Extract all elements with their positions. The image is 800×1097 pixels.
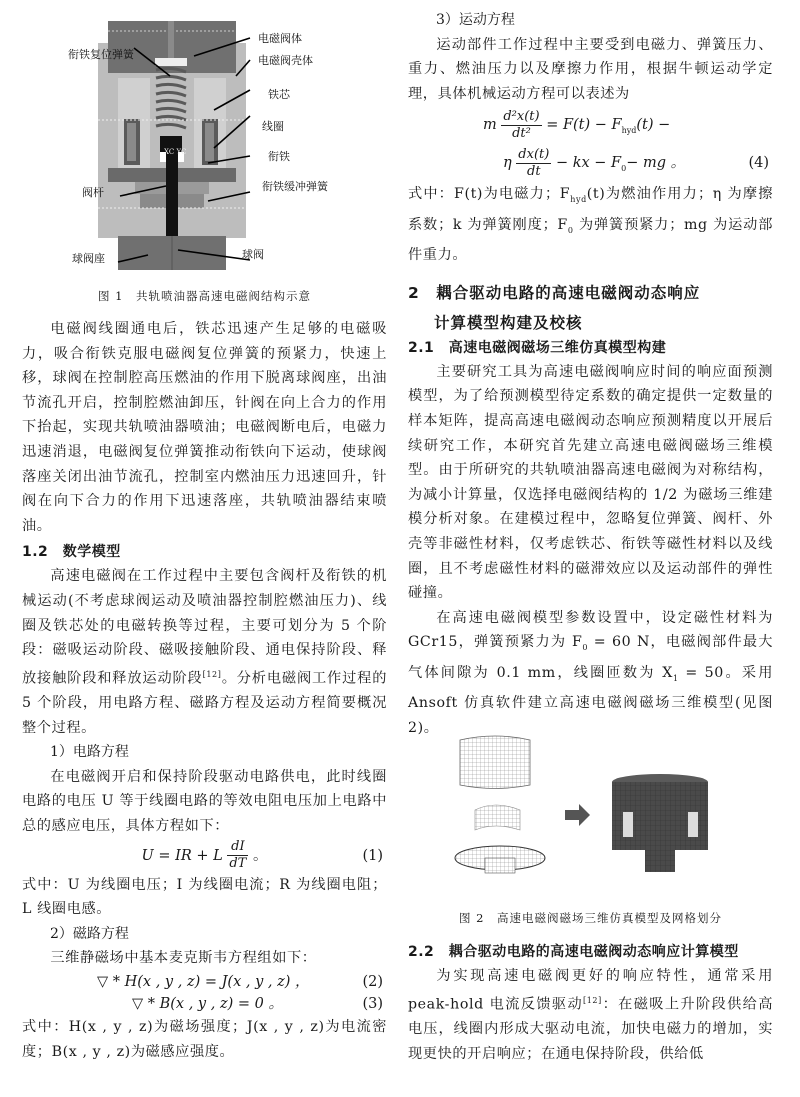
para-text: 在高速电磁阀模型参数设置中，设定磁性材料为 GCr15，弹簧预紧力为 F (408, 609, 773, 651)
label-valve-stem: 阀杆 (82, 186, 104, 199)
label-buffer-spring: 衔铁缓冲弹簧 (262, 180, 328, 193)
eq4-numerator-2: dx(t) (518, 146, 550, 162)
paragraph-3d-model: 主要研究工具为高速电磁阀响应时间的响应面预测模型，为了给预测模型待定系数的确定提供一定数量的样本矩阵，提高高速电磁阀动态响应预测精度以开展后续研究工作，本研究首先建立高速电磁阀磁场三维模型。由于所研究的共轨喷油器高速电磁阀为对称结构，为减小计算量，仅选择电磁阀结构的 1/2 为磁场三维建模分析对象。在建模过程中，忽略复位弹簧、阀杆、外壳等非磁性材料，仅考虑铁芯、衔铁等磁性材料以及线圈，且不考虑磁性材料的磁滞效应以及运动部件的弹性碰撞。 (408, 363, 773, 602)
subheading-motion-equation: 3）运动方程 (436, 12, 515, 28)
para-text: 高速电磁阀在工作过程中主要包含阀杆及衔铁的机械运动(不考虑球阀运动及喷油器控制腔燃油压力)、线圈及铁芯处的电磁转换等过程，主要可划分为 5 个阶段：磁吸运动阶段、磁吸接触阶段、通电保持阶段、释放接触阶段和释放运动阶段 (22, 568, 387, 687)
equation-number: (1) (362, 847, 383, 864)
label-iron-core: 铁芯 (268, 88, 290, 101)
equation-4-line2 (408, 144, 773, 182)
eq1-numerator: dI (227, 839, 248, 856)
paragraph-motion-variables (408, 182, 773, 267)
subheading-magnetic-equation: 2）磁路方程 (50, 925, 129, 942)
eq3-text: ▽ * B(x , y , z) = 0 。 (132, 995, 283, 1012)
eq1-denominator: dT (229, 856, 247, 872)
paragraph-motion: 运动部件工作过程中主要受到电磁力、弹簧压力、重力、燃油压力以及摩擦力作用，根据牛顿运动学定理，具体机械运动方程可以表述为 (408, 36, 773, 102)
paragraph-peak-hold (408, 964, 773, 1066)
para-text: 为实现高速电磁阀更好的响应特性，通常采用 peak-hold 电流反馈驱动 (408, 968, 773, 1013)
citation-ref: [12] (583, 995, 602, 1005)
eq4-eta: η (503, 155, 512, 172)
label-axis-marks: XC YC (164, 148, 187, 156)
equation-1 (22, 839, 387, 873)
eq1-fraction (227, 839, 248, 872)
coil-mesh (475, 805, 520, 830)
subscript: hyd (570, 195, 587, 205)
subscript: 1 (673, 673, 679, 683)
equation-3 (22, 993, 387, 1015)
armature-mesh (455, 846, 545, 873)
para-text: (t)为燃油作用力；η 为摩擦系数；k 为弹簧刚度；F (408, 186, 773, 233)
iron-core-mesh (460, 736, 530, 789)
eq2-text: ▽ * H(x , y , z) = J(x , y , z) ， (97, 973, 310, 990)
paragraph-model-params (408, 606, 773, 741)
equation-number: (3) (362, 995, 383, 1012)
eq4-rhs-2: − kx − F (555, 155, 622, 172)
citation-ref: [12] (202, 669, 222, 679)
para-text: 式中：F(t)为电磁力；F (408, 186, 571, 203)
paragraph-circuit: 在电磁阀开启和保持阶段驱动电路供电，此时线圈电路的电压 U 等于线圈电路的等效电阻电压加上电路中总的感应电压，具体方程如下： (22, 768, 387, 835)
figure-2-caption: 图 2 高速电磁阀磁场三维仿真模型及网格划分 (459, 911, 722, 925)
equation-4-line1 (408, 106, 773, 144)
equation-2 (22, 971, 387, 993)
eq4-fraction-2 (516, 147, 551, 180)
subscript: 0 (567, 225, 574, 235)
arrow-right-icon (565, 804, 590, 826)
eq1-tail: 。 (252, 847, 268, 864)
eq4-subscript-hyd: hyd (621, 126, 637, 136)
eq4-numerator-1: d²x(t) (503, 108, 540, 124)
coil-window-left (623, 812, 633, 837)
label-coil: 线圈 (262, 120, 284, 133)
equation-number: (2) (362, 973, 383, 990)
para-text: ：在磁吸上升阶段供给高电压，线圈内形成大驱动电流，加快电磁力的增加，实现更快的开启响应；在通电保持阶段，供给低 (408, 996, 773, 1062)
para-text: 为弹簧预紧力；mg 为运动部件重力。 (408, 216, 773, 264)
para-text: 。分析电磁阀工作过程的 5 个阶段，用电路方程、磁路方程及运动方程简要概况整个过程。 (22, 670, 387, 736)
paragraph-circuit-variables: 式中：U 为线圈电压；I 为线圈电流；R 为线圈电阻；L 线圈电感。 (22, 876, 387, 918)
eq4-rhs-1: = F(t) − F (546, 117, 622, 134)
subscript: 0 (582, 643, 589, 653)
section-heading-2-line2: 计算模型构建及校核 (434, 313, 583, 332)
eq4-rhs-1b: (t) − (636, 117, 671, 134)
coil-window-right (688, 812, 698, 837)
label-ball-seat: 球阀座 (72, 252, 105, 265)
label-armature: 衔铁 (268, 150, 290, 163)
section-heading-2-line1: 2 耦合驱动电路的高速电磁阀动态响应 (408, 283, 701, 302)
label-ball-valve: 球阀 (242, 248, 264, 261)
paragraph-maxwell: 三维静磁场中基本麦克斯韦方程组如下： (50, 950, 317, 967)
assembled-model-mesh (612, 774, 708, 872)
eq1-lhs: U = IR + L (141, 847, 223, 864)
eq4-denominator-1: dt² (512, 125, 531, 141)
spring-cap (155, 58, 187, 66)
eq4-subscript-0: 0 (621, 164, 627, 174)
paragraph-math-model (22, 564, 387, 740)
eq4-fraction-1 (501, 109, 541, 142)
subheading-circuit-equation: 1）电路方程 (50, 744, 129, 761)
paragraph-solenoid-operation: 电磁阀线圈通电后，铁芯迅速产生足够的电磁吸力，吸合衔铁克服电磁阀复位弹簧的预紧力，快速上移，球阀在控制腔高压燃油的作用下脱离球阀座，出油节流孔开启，控制腔燃油卸压，针阀在向上合力的作用下抬起，实现共轨喷油器喷油；电磁阀断电后，电磁力迅速消退，电磁阀复位弹簧推动衔铁向下运动，使球阀落座关闭出油节流孔，控制室内燃油压力迅速回升，针阀在向下合力的作用下迅速落座，共轨喷油器结束喷油。 (22, 321, 387, 534)
eq4-rhs-2b: − mg 。 (626, 155, 686, 172)
section-heading-2-2: 2.2 耦合驱动电路的高速电磁阀动态响应计算模型 (408, 944, 739, 960)
para-text: = 60 N，电磁阀部件最大气体间隙为 0.1 mm，线圈匝数为 X (408, 634, 773, 681)
figure-2-mesh-model (440, 730, 740, 880)
section-heading-2-1: 2.1 高速电磁阀磁场三维仿真模型构建 (408, 339, 667, 356)
eq4-mass: m (483, 117, 497, 134)
eq4-denominator-2: dt (527, 163, 541, 179)
label-reset-spring: 衔铁复位弹簧 (68, 48, 134, 61)
figure-1-caption: 图 1 共轨喷油器高速电磁阀结构示意 (98, 289, 311, 303)
label-valve-shell: 电磁阀壳体 (258, 54, 313, 67)
para-text: = 50。采用 Ansoft 仿真软件建立高速电磁阀磁场三维模型(见图 2)。 (408, 664, 773, 736)
label-valve-body: 电磁阀体 (258, 32, 302, 45)
paragraph-magnetic-variables: 式中：H(x , y , z)为磁场强度；J(x , y , z)为电流密度；B(x , y , z)为磁感应强度。 (22, 1018, 387, 1060)
equation-number: (4) (748, 155, 769, 172)
section-heading-1-2: 1.2 数学模型 (22, 544, 121, 561)
